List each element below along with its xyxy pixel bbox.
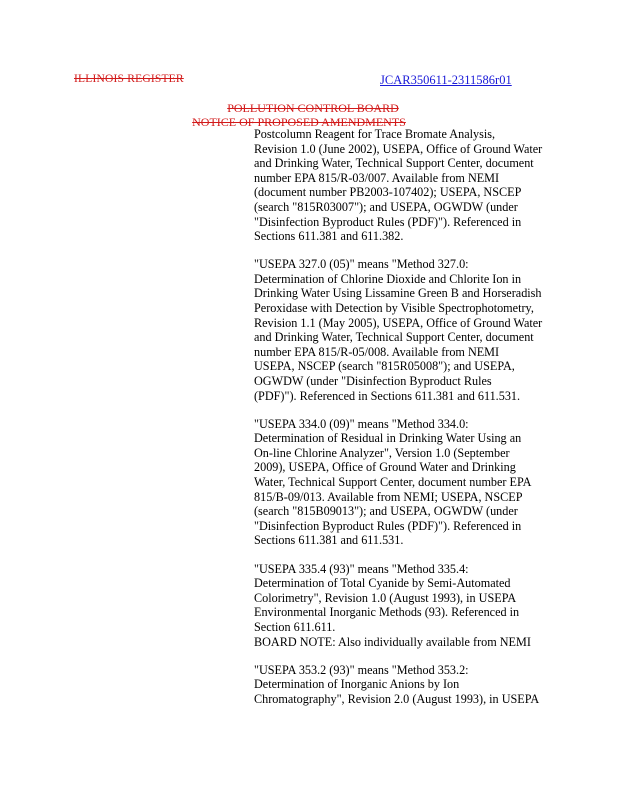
notice-title: NOTICE OF PROPOSED AMENDMENTS [192, 115, 406, 129]
paragraph-usepa-327: "USEPA 327.0 (05)" means "Method 327.0: Determination of Chlorine Dioxide and Chlorite Ion in Drinking Water Using Lissamine Green B and Horseradish Peroxidase with Detection by Visible Spectrophotometry, Revision 1.1 (May 2005), USEPA, Office of Ground Water and Drinking Water, Technical Support Center, document number EPA 815/R-05/008. Available from NEMI USEPA, NSCEP (search "815R05008"); and USEPA, OGWDW (under "Disinfection Byproduct Rules (PDF)"). Referenced in Sections 611.381 and 611.531. [254, 257, 543, 403]
section-heading [0, 101, 618, 129]
paragraph-bromate: Postcolumn Reagent for Trace Bromate Analysis, Revision 1.0 (June 2002), USEPA, Office of Ground Water and Drinking Water, Technical Support Center, document number EPA 815/R-03/007. Available from NEMI (document number PB2003-107402); USEPA, NSCEP (search "815R03007"); and USEPA, OGWDW (under "Disinfection Byproduct Rules (PDF)"). Referenced in Sections 611.381 and 611.382. [254, 127, 543, 244]
document-body [254, 127, 584, 720]
paragraph-usepa-334: "USEPA 334.0 (09)" means "Method 334.0: Determination of Residual in Drinking Water Using an On-line Chlorine Analyzer", Version 1.0 (September 2009), USEPA, Office of Ground Water and Drinking Water, Technical Support Center, document number EPA 815/B-09/013. Available from NEMI; USEPA, NSCEP (search "815B09013"); and USEPA, OGWDW (under "Disinfection Byproduct Rules (PDF)"). Referenced in Sections 611.381 and 611.531. [254, 416, 532, 548]
running-header-right: JCAR350611-2311586r01 [380, 73, 512, 87]
paragraph-usepa-353: "USEPA 353.2 (93)" means "Method 353.2: Determination of Inorganic Anions by Ion Chromatography", Revision 2.0 (August 1993), in USEPA [254, 662, 540, 706]
board-name: POLLUTION CONTROL BOARD [227, 101, 399, 115]
paragraph-usepa-335: "USEPA 335.4 (93)" means "Method 335.4: Determination of Total Cyanide by Semi-Automated Colorimetry", Revision 1.0 (August 1993), in USEPA Environmental Inorganic Methods (93). Referenced in Section 611.611. BOARD NOTE: Also individually available from NEMI [254, 561, 531, 649]
running-header-left: ILLINOIS REGISTER [74, 73, 184, 85]
